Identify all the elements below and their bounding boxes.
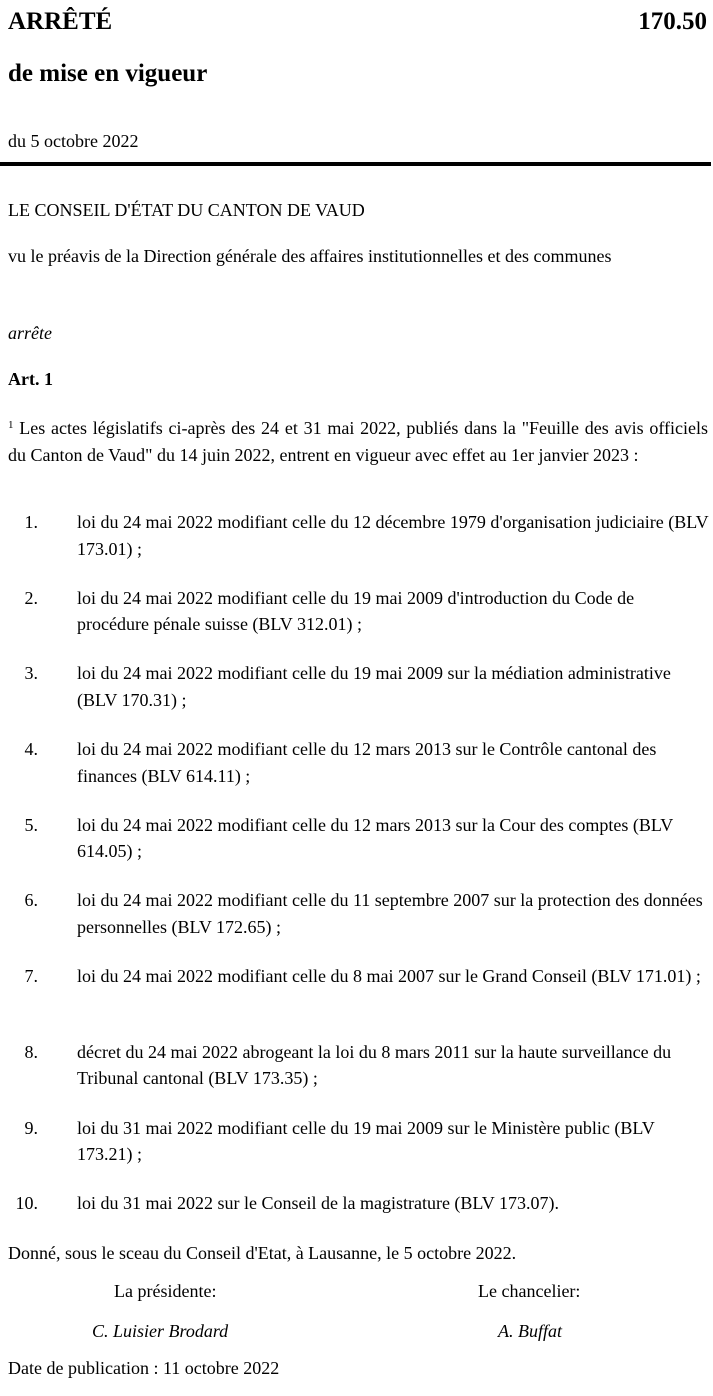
header-divider [0, 162, 711, 166]
list-item [0, 812, 713, 888]
publication-date: Date de publication : 11 octobre 2022 [8, 1358, 280, 1378]
document-number: 170.50 [638, 8, 707, 35]
list-item-number: 5. [24, 814, 38, 835]
list-item-number: 4. [24, 739, 38, 760]
list-item-text: loi du 31 mai 2022 modifiant celle du 19 mai 2009 sur le Ministère public (BLV 173.21) ; [77, 1117, 655, 1164]
document-subtitle: de mise en vigueur [8, 60, 208, 87]
list-item-number: 9. [24, 1117, 38, 1138]
list-item-number: 7. [24, 966, 38, 987]
list-item-text: loi du 24 mai 2022 modifiant celle du 12 décembre 1979 d'organisation judiciaire (BLV 173.01) ; [77, 512, 709, 559]
signer-role-right: Le chancelier: [478, 1281, 581, 1301]
list-item [0, 1115, 713, 1191]
acts-list [0, 509, 713, 1266]
list-item-text: décret du 24 mai 2022 abrogeant la loi du 8 mars 2011 sur la haute surveillance du Tribunal cantonal (BLV 173.35) ; [77, 1041, 672, 1089]
list-item [0, 736, 713, 812]
document-date: du 5 octobre 2022 [8, 131, 139, 151]
list-item-number: 1. [24, 512, 38, 532]
list-item-text: loi du 24 mai 2022 modifiant celle du 12 mars 2013 sur le Contrôle cantonal des finances (BLV 614.11) ; [77, 739, 657, 786]
list-item [0, 963, 713, 1039]
list-item-number: 6. [24, 890, 38, 911]
list-item-number: 2. [24, 587, 38, 608]
list-item [0, 585, 713, 661]
list-item-text: loi du 24 mai 2022 modifiant celle du 12 mars 2013 sur la Cour des comptes (BLV 614.05) ; [77, 814, 673, 862]
list-item-text: loi du 24 mai 2022 modifiant celle du 19 mai 2009 d'introduction du Code de procédure pénale suisse (BLV 312.01) ; [77, 587, 635, 635]
list-item-number: 3. [24, 663, 38, 684]
article-alinea [8, 412, 708, 468]
alinea-number: 1 [8, 419, 14, 431]
signer-name-left: C. Luisier Brodard [92, 1321, 229, 1341]
signer-role-left: La présidente: [114, 1281, 217, 1301]
signer-name-right: A. Buffat [498, 1321, 562, 1341]
document-type: ARRÊTÉ [8, 8, 113, 35]
list-item-text: loi du 31 mai 2022 sur le Conseil de la magistrature (BLV 173.07). [77, 1193, 559, 1214]
list-item [0, 1039, 713, 1115]
list-item-text: loi du 24 mai 2022 modifiant celle du 8 mai 2007 sur le Grand Conseil (BLV 171.01) ; [77, 966, 701, 987]
list-item-text: loi du 24 mai 2022 modifiant celle du 11 septembre 2007 sur la protection des données personnelles (BLV 172.65) ; [77, 890, 703, 937]
list-item [0, 509, 713, 585]
list-item [0, 660, 713, 736]
list-item-text: loi du 24 mai 2022 modifiant celle du 19 mai 2009 sur la médiation administrative (BLV 170.31) ; [77, 663, 671, 710]
council-heading: LE CONSEIL D'ÉTAT DU CANTON DE VAUD [8, 200, 365, 220]
preavis-text: vu le préavis de la Direction générale des affaires institutionnelles et des communes [8, 246, 612, 266]
list-item [0, 887, 713, 963]
list-item-number: 8. [24, 1041, 38, 1062]
given-statement: Donné, sous le sceau du Conseil d'Etat, à Lausanne, le 5 octobre 2022. [8, 1243, 517, 1263]
list-item-number: 10. [15, 1193, 38, 1214]
decides-word: arrête [8, 323, 52, 343]
alinea-text: Les actes législatifs ci-après des 24 et 31 mai 2022, publiés dans la "Feuille des avis officiels du Canton de Vaud" du 14 juin 2022, entrent en vigueur avec effet au 1er janvier 2023 : [8, 418, 708, 465]
article-heading: Art. 1 [8, 369, 53, 389]
